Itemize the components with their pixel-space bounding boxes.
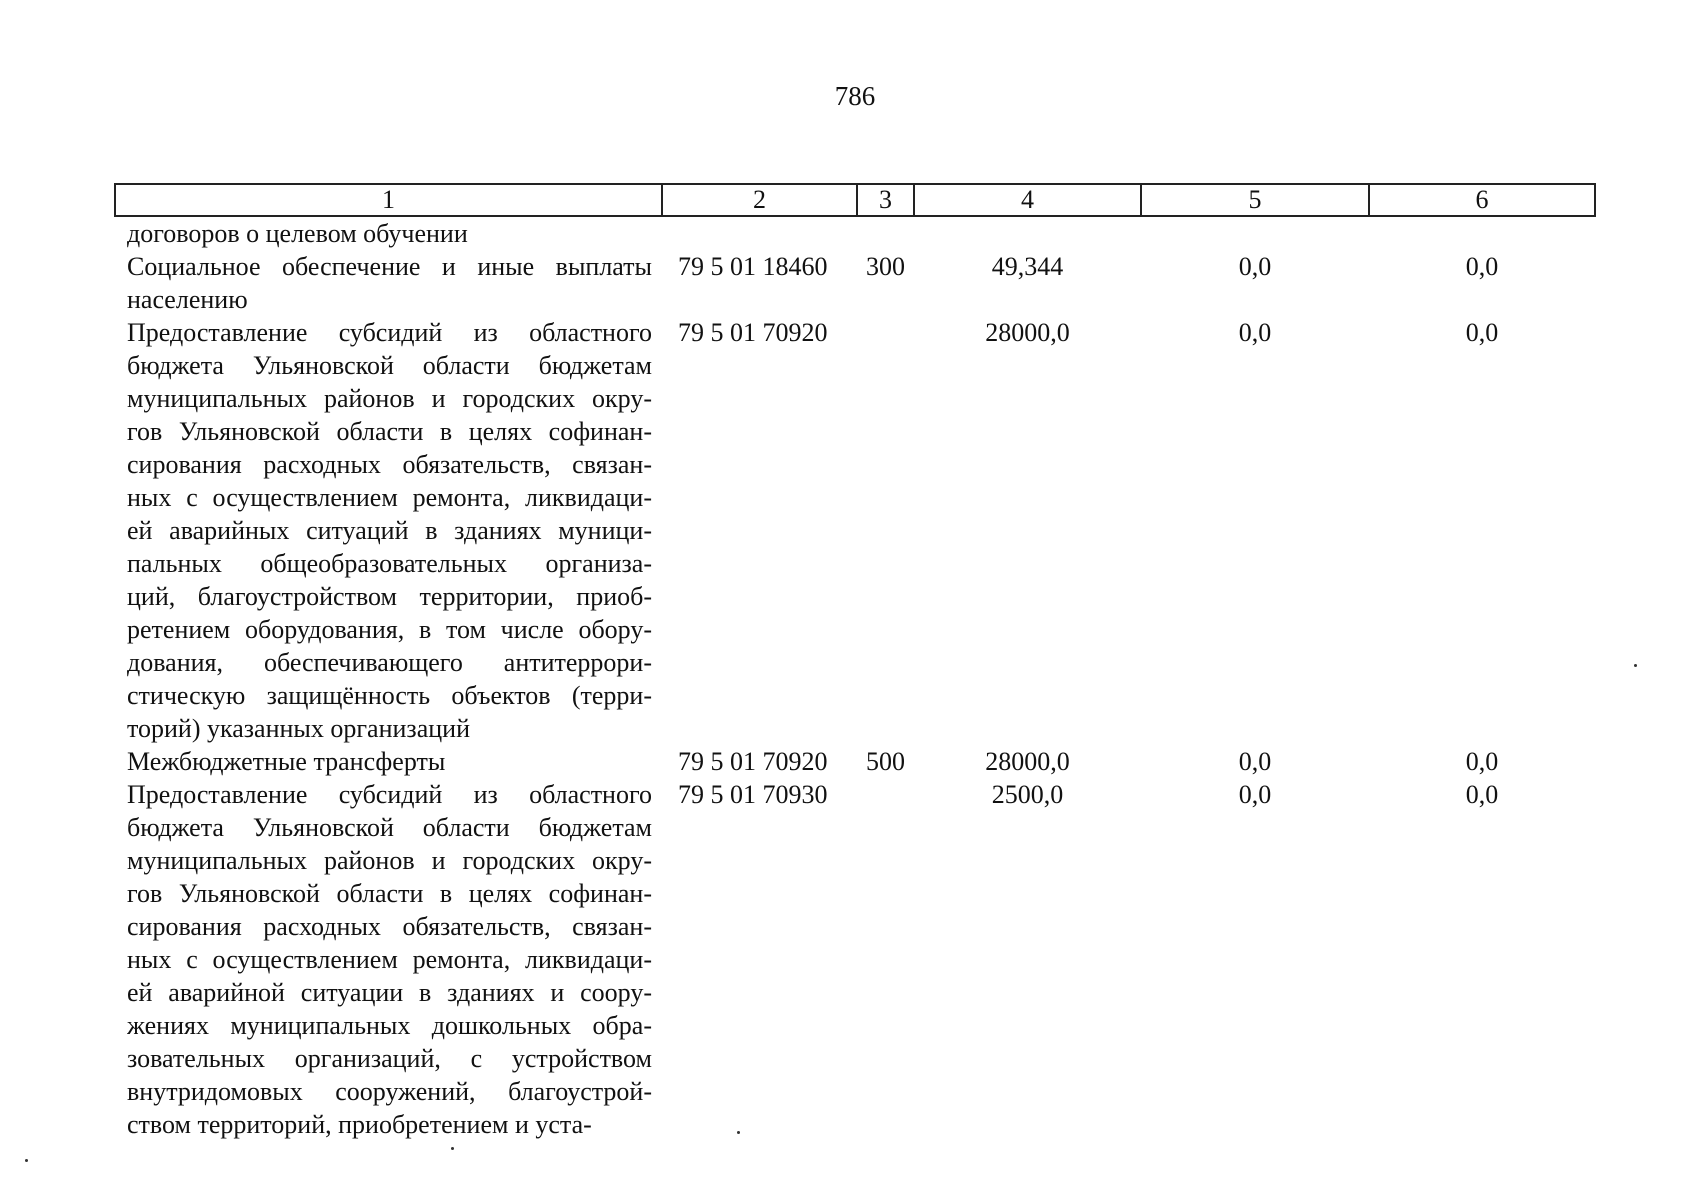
description-line: Предоставление субсидий из областного <box>127 780 652 809</box>
row-value-col5: 0,0 <box>1238 747 1272 776</box>
description-line: внутридомовых сооружений, благоустрой- <box>127 1077 652 1106</box>
description-line: ных с осуществлением ремонта, ликвидаци- <box>127 945 652 974</box>
description-line: бюджета Ульяновской области бюджетам <box>127 813 652 842</box>
scan-speck <box>25 1159 28 1162</box>
row-value-col4: 28000,0 <box>985 747 1070 776</box>
description-line: жениях муниципальных дошкольных обра- <box>127 1011 652 1040</box>
row-value-col5: 0,0 <box>1238 780 1272 809</box>
description-line: стическую защищённость объектов (терри- <box>127 681 652 710</box>
table-row <box>115 316 1595 745</box>
description-line: ей аварийной ситуации в зданиях и соору- <box>127 978 652 1007</box>
description-line: ретением оборудования, в том числе обору- <box>127 615 652 644</box>
description-line: Межбюджетные трансферты <box>127 747 446 776</box>
budget-table <box>114 183 1596 1141</box>
column-header-1: 1 <box>115 184 662 216</box>
row-expense-type: 300 <box>866 252 905 281</box>
row-expense-type: 500 <box>866 747 905 776</box>
description-line: населению <box>127 285 248 314</box>
description-line: Социальное обеспечение и иные выплаты <box>127 252 652 281</box>
column-number-header-row <box>115 184 1595 216</box>
description-line: ей аварийных ситуаций в зданиях муници- <box>127 516 652 545</box>
description-line: договоров о целевом обучении <box>127 219 468 248</box>
table-row <box>115 778 1595 1141</box>
row-value-col5: 0,0 <box>1238 252 1272 281</box>
page-number: 786 <box>834 81 876 111</box>
row-expense-type <box>857 316 914 745</box>
row-value-col4: 49,344 <box>991 252 1064 281</box>
row-expense-type <box>857 216 914 250</box>
table-body <box>115 216 1595 1141</box>
description-line: бюджета Ульяновской области бюджетам <box>127 351 652 380</box>
row-value-col4: 2500,0 <box>991 780 1064 809</box>
row-value-col6 <box>1369 216 1595 250</box>
row-value-col5: 0,0 <box>1238 318 1272 347</box>
description-line: зовательных организаций, с устройством <box>127 1044 652 1073</box>
column-header-2: 2 <box>662 184 857 216</box>
description-line: сирования расходных обязательств, связан- <box>127 912 652 941</box>
scan-speck <box>451 1147 454 1150</box>
row-value-col6: 0,0 <box>1465 318 1499 347</box>
row-value-col6: 0,0 <box>1465 747 1499 776</box>
row-description <box>115 250 662 316</box>
description-line: сирования расходных обязательств, связан- <box>127 450 652 479</box>
row-target-code: 79 5 01 70920 <box>678 747 828 776</box>
column-header-5: 5 <box>1141 184 1369 216</box>
column-header-6: 6 <box>1369 184 1595 216</box>
description-line: муниципальных районов и городских окру- <box>127 384 652 413</box>
row-expense-type <box>857 778 914 1141</box>
row-value-col6: 0,0 <box>1465 252 1499 281</box>
column-header-3: 3 <box>857 184 914 216</box>
row-description <box>115 216 662 250</box>
description-line: ций, благоустройством территории, приоб- <box>127 582 652 611</box>
row-value-col4: 28000,0 <box>985 318 1070 347</box>
row-value-col4 <box>914 216 1141 250</box>
description-line: ных с осуществлением ремонта, ликвидаци- <box>127 483 652 512</box>
row-target-code <box>662 216 857 250</box>
row-description <box>115 778 662 1141</box>
description-line: гов Ульяновской области в целях софинан- <box>127 417 652 446</box>
scan-speck <box>1634 664 1637 667</box>
row-description <box>115 316 662 745</box>
description-line: пальных общеобразовательных организа- <box>127 549 652 578</box>
column-header-4: 4 <box>914 184 1141 216</box>
description-line: Предоставление субсидий из областного <box>127 318 652 347</box>
table-row <box>115 250 1595 316</box>
description-line: ством территорий, приобретением и уста- <box>127 1110 592 1139</box>
row-target-code: 79 5 01 70920 <box>678 318 828 347</box>
row-target-code: 79 5 01 70930 <box>678 780 828 809</box>
scan-speck <box>737 1131 740 1134</box>
description-line: гов Ульяновской области в целях софинан- <box>127 879 652 908</box>
description-line: торий) указанных организаций <box>127 714 470 743</box>
row-value-col6: 0,0 <box>1465 780 1499 809</box>
description-line: дования, обеспечивающего антитеррори- <box>127 648 652 677</box>
table-row <box>115 745 1595 778</box>
table-row <box>115 216 1595 250</box>
description-line: муниципальных районов и городских окру- <box>127 846 652 875</box>
row-target-code: 79 5 01 18460 <box>678 252 828 281</box>
row-value-col5 <box>1141 216 1369 250</box>
row-description <box>115 745 662 778</box>
